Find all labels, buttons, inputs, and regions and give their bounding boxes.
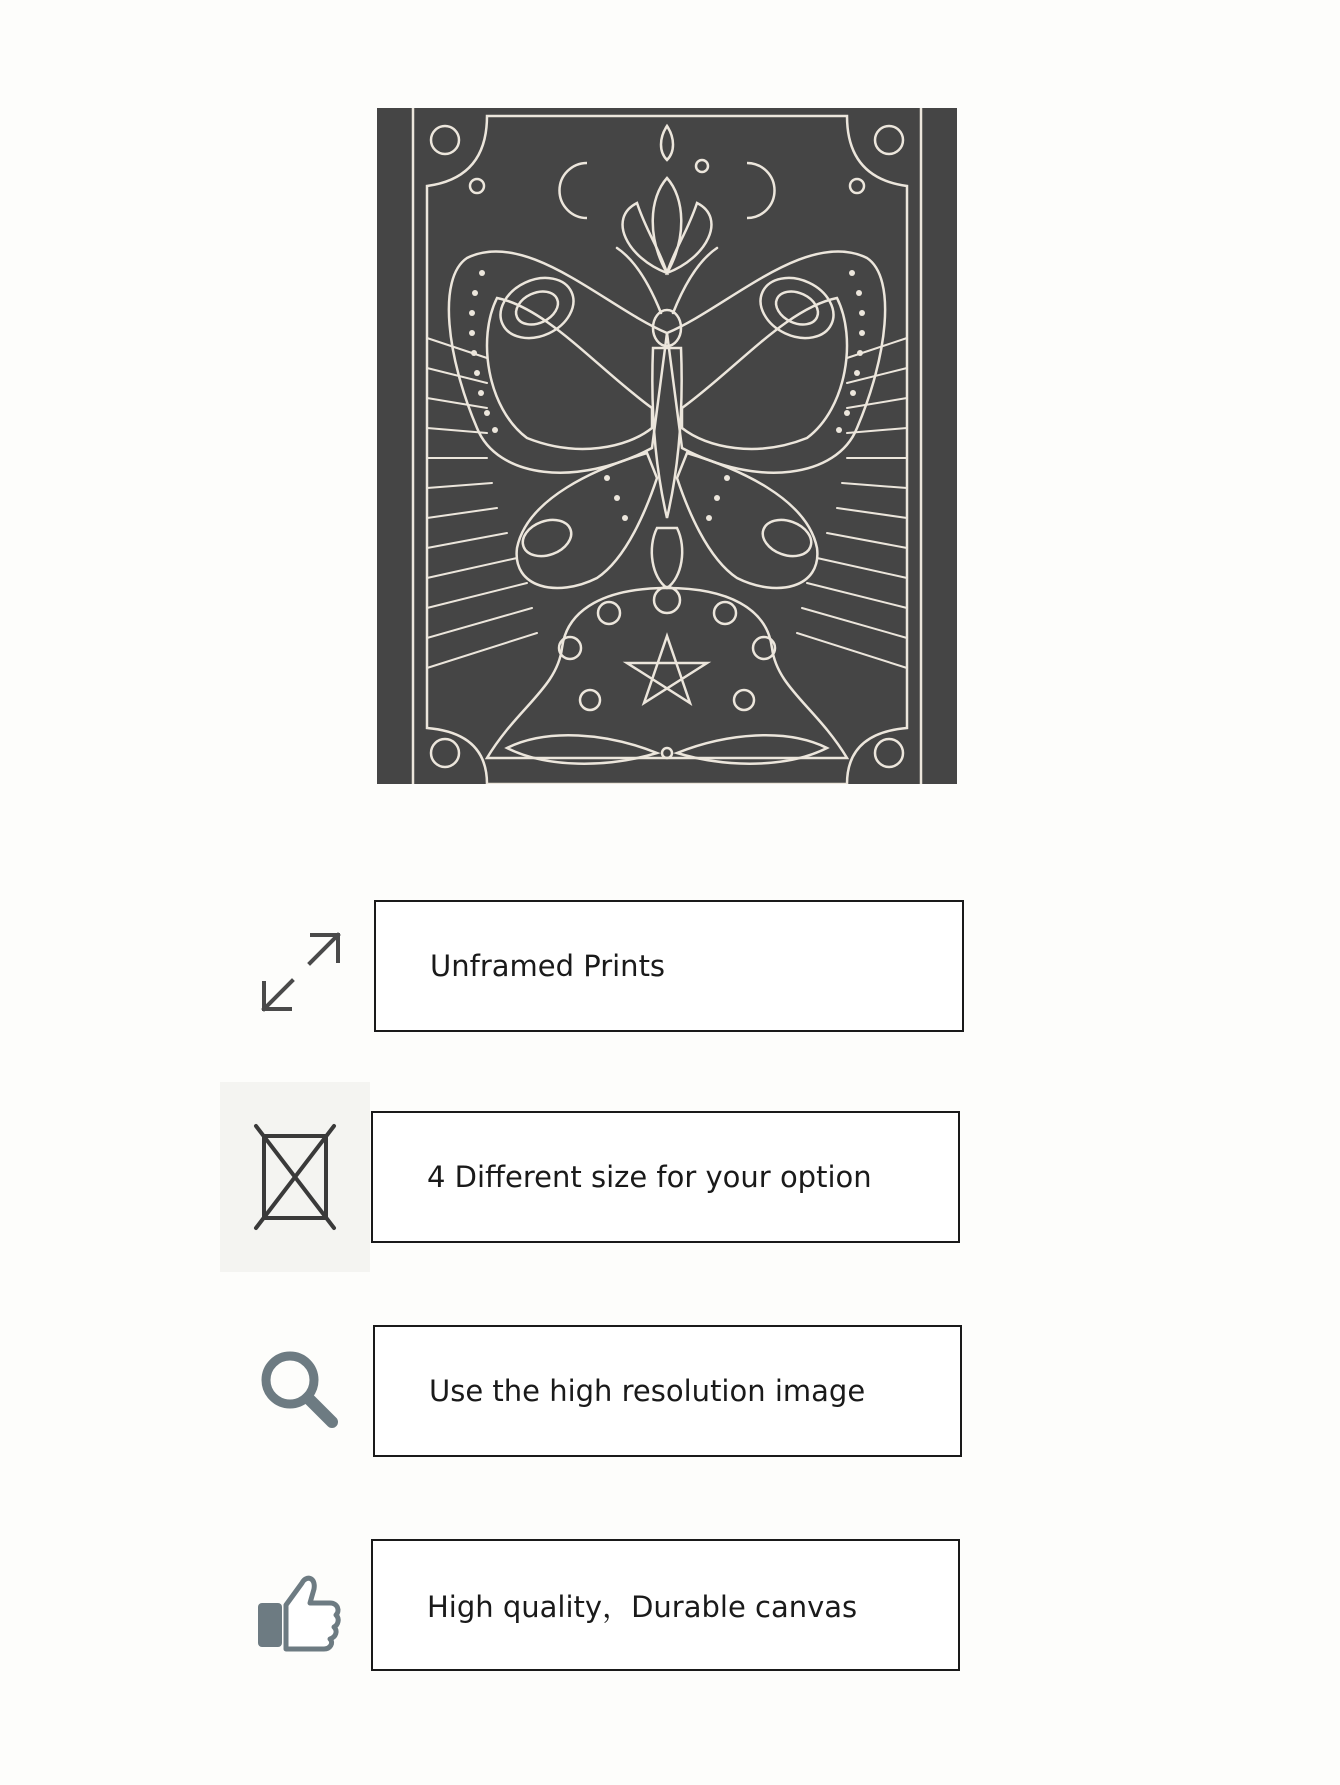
feature-label-resolution: Use the high resolution image [429,1374,866,1408]
feature-label-unframed: Unframed Prints [430,949,666,983]
feature-label-sizes: 4 Different size for your option [427,1160,872,1194]
expand-arrows-icon [256,927,346,1017]
feature-box-sizes [371,1111,960,1243]
magnifier-icon [254,1344,344,1434]
feature-label-quality: High quality，Durable canvas [427,1589,858,1624]
feature-box-unframed [374,900,964,1032]
butterfly-artwork [377,108,957,784]
feature-box-resolution [373,1325,962,1457]
crossed-box-icon [220,1082,370,1272]
thumbs-up-icon [254,1565,344,1655]
feature-box-quality [371,1539,960,1671]
